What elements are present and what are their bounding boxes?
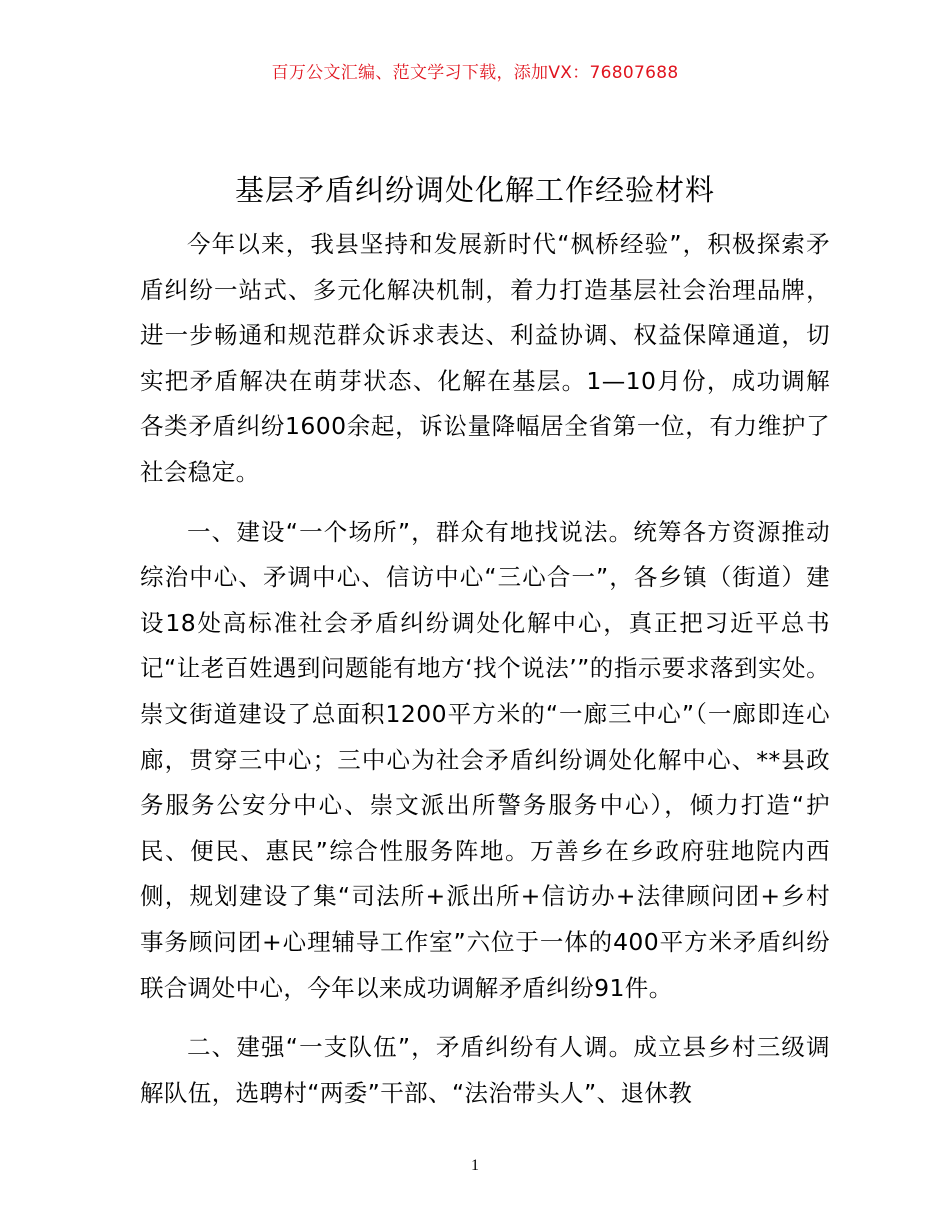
page-number: 1 bbox=[471, 1157, 479, 1174]
document-title: 基层矛盾纠纷调处化解工作经验材料 bbox=[234, 173, 715, 207]
paragraph-intro: 今年以来，我县坚持和发展新时代“枫桥经验”，积极探索矛盾纠纷一站式、多元化解决机制，着力打造基层社会治理品牌，进一步畅通和规范群众诉求表达、利益协调、权益保障通道，切实把矛盾解决在萌芽状态、化解在基层。1—10月份，成功调解各类矛盾纠纷1600余起，诉讼量降幅居全省第一位，有力维护了社会稳定。 bbox=[140, 230, 830, 486]
document-body bbox=[140, 222, 830, 1130]
paragraph-section-one: 一、建设“一个场所”，群众有地找说法。统筹各方资源推动综治中心、矛调中心、信访中心“三心合一”，各乡镇（街道）建设18处高标准社会矛盾纠纷调处化解中心，真正把习近平总书记“让老百姓遇到问题能有地方‘找个说法’”的指示要求落到实处。崇文街道建设了总面积1200平方米的“一廊三中心”（一廊即连心廊，贯穿三中心；三中心为社会矛盾纠纷调处化解中心、**县政务服务公安分中心、崇文派出所警务服务中心），倾力打造“护民、便民、惠民”综合性服务阵地。万善乡在乡政府驻地院内西侧，规划建设了集“司法所+派出所+信访办+法律顾问团+乡村事务顾问团+心理辅导工作室”六位于一体的400平方米矛盾纠纷联合调处中心，今年以来成功调解矛盾纠纷91件。 bbox=[140, 517, 830, 1002]
paragraph-section-two: 二、建强“一支队伍”，矛盾纠纷有人调。成立县乡村三级调解队伍，选聘村“两委”干部、“法治带头人”、退休教 bbox=[140, 1033, 830, 1107]
header-note: 百万公文汇编、范文学习下载，添加VX：76807688 bbox=[271, 63, 679, 83]
